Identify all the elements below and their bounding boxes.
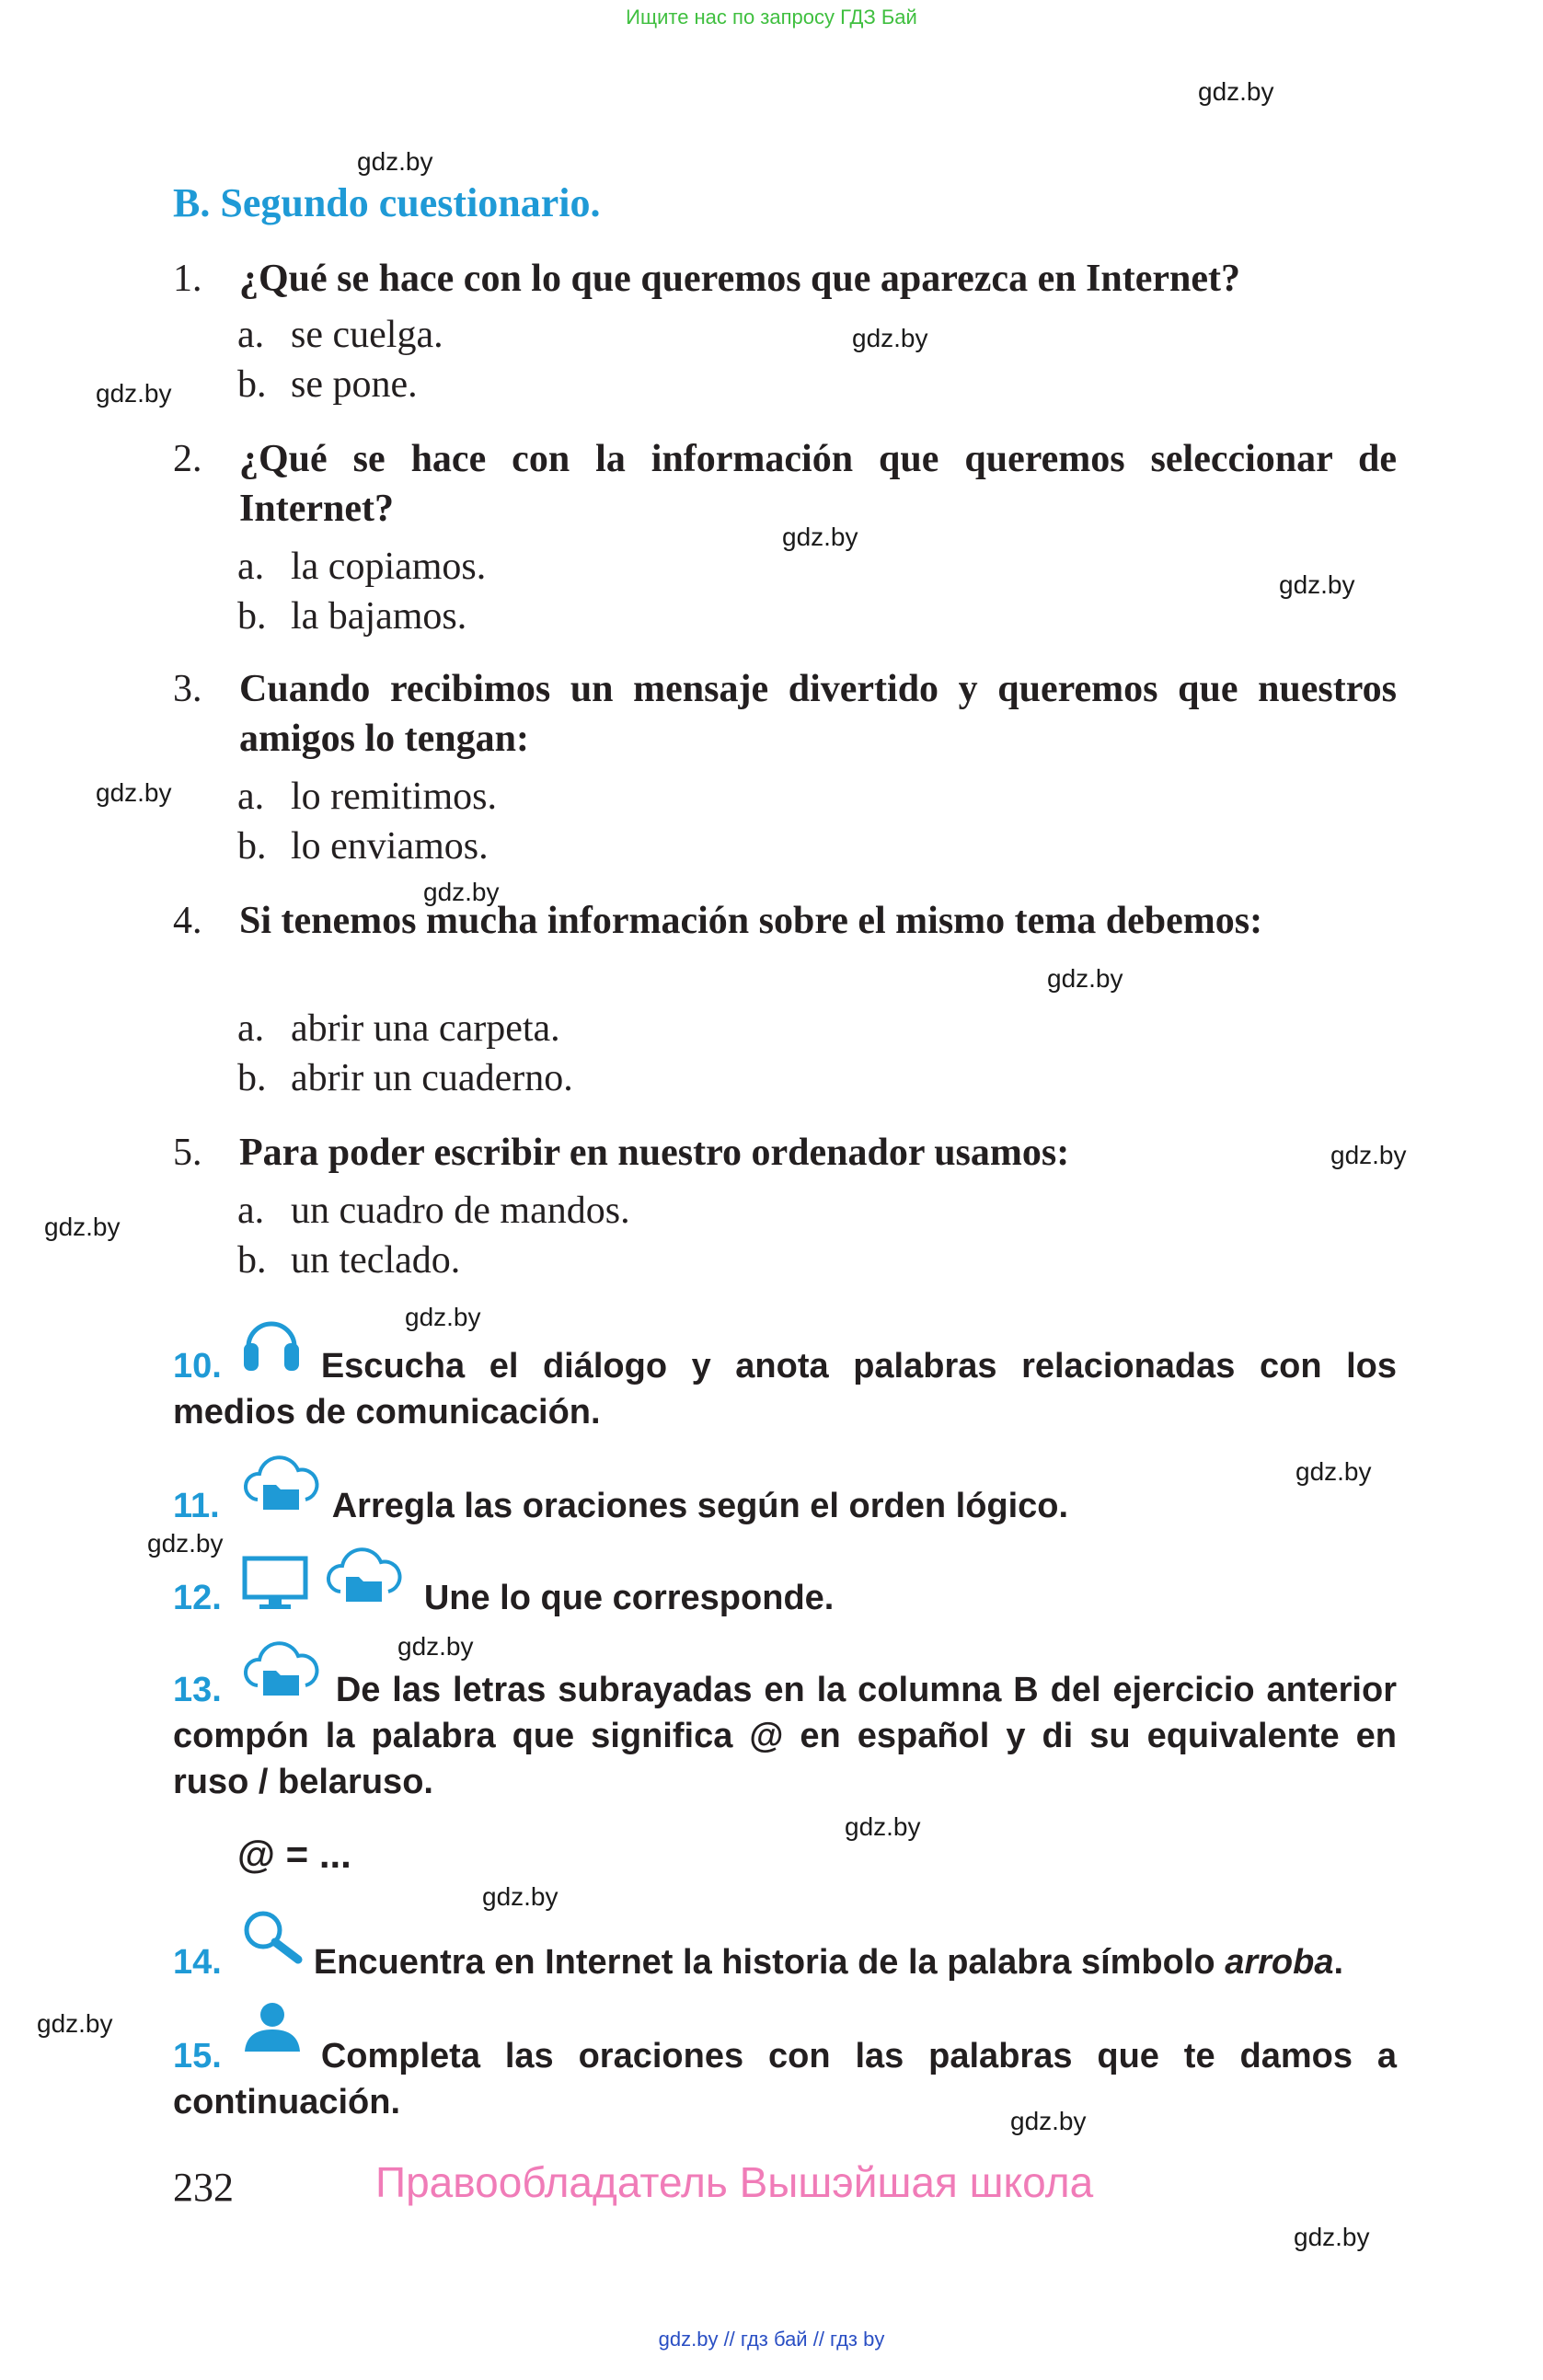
option-letter: a. — [237, 546, 265, 588]
option-text: la copiamos. — [291, 546, 487, 588]
question-text: Cuando recibimos un mensaje divertido y queremos que nuestros amigos lo tengan: — [239, 668, 1397, 760]
exercise-number: 11. — [173, 1487, 220, 1525]
exercise-text: Arregla las oraciones según el orden lógico. — [331, 1487, 1069, 1525]
watermark: gdz.by — [147, 1529, 224, 1558]
option-text: se pone. — [291, 363, 418, 406]
watermark: gdz.by — [1198, 77, 1274, 106]
exercise-text: Une lo que corresponde. — [423, 1579, 835, 1617]
option-4a — [237, 1006, 560, 1051]
watermark: gdz.by — [1294, 2223, 1370, 2251]
exercise-number: 12. — [173, 1579, 222, 1617]
option-text: un teclado. — [291, 1239, 461, 1282]
watermark: gdz.by — [845, 1812, 921, 1841]
exercise-14 — [173, 1939, 1397, 1985]
option-letter: a. — [237, 314, 265, 356]
watermark: gdz.by — [482, 1882, 558, 1911]
watermark: gdz.by — [1279, 570, 1355, 599]
top-banner: Ищите нас по запросу ГДЗ Бай — [626, 6, 917, 29]
option-text: abrir una carpeta. — [291, 1007, 560, 1050]
exercise-number: 14. — [173, 1943, 222, 1982]
question-number: 2. — [173, 438, 202, 480]
option-3b — [237, 824, 489, 868]
question-text: Si tenemos mucha información sobre el mismo tema debemos: — [239, 900, 1263, 942]
option-letter: b. — [237, 1057, 267, 1099]
exercise-15 — [173, 2033, 1397, 2125]
option-text: abrir un cuaderno. — [291, 1057, 573, 1099]
watermark: gdz.by — [96, 778, 172, 807]
option-2a — [237, 545, 486, 589]
watermark: gdz.by — [1295, 1457, 1372, 1486]
option-text: lo enviamos. — [291, 825, 489, 868]
exercise-number: 13. — [173, 1671, 222, 1709]
exercise-10 — [173, 1343, 1397, 1435]
option-1a — [237, 313, 443, 357]
option-letter: b. — [237, 825, 267, 868]
question-number: 3. — [173, 668, 202, 710]
watermark: gdz.by — [96, 379, 172, 408]
watermark: gdz.by — [852, 324, 928, 352]
question-number: 1. — [173, 258, 202, 300]
watermark: gdz.by — [1330, 1141, 1407, 1169]
option-text: se cuelga. — [291, 314, 443, 356]
exercise-text: Escucha el diálogo y anota palabras relacionadas con los medios de comunicación. — [173, 1347, 1397, 1431]
question-number: 5. — [173, 1132, 202, 1174]
watermark: gdz.by — [1047, 964, 1123, 993]
at-formula: @ = ... — [237, 1833, 351, 1876]
option-letter: a. — [237, 776, 265, 818]
option-letter: b. — [237, 1239, 267, 1282]
exercise-text: Completa las oraciones con las palabras que te damos a continuación. — [173, 2037, 1397, 2121]
section-title: B. Segundo cuestionario. — [173, 180, 601, 225]
option-text: la bajamos. — [291, 595, 467, 638]
option-5b — [237, 1238, 460, 1282]
option-text: lo remitimos. — [291, 776, 497, 818]
exercise-text: Encuentra en Internet la historia de la palabra símbolo — [313, 1943, 1226, 1982]
option-letter: b. — [237, 363, 267, 406]
question-text: ¿Qué se hace con lo que queremos que aparezca en Internet? — [239, 258, 1241, 300]
watermark: gdz.by — [405, 1303, 481, 1331]
page-number: 232 — [173, 2165, 234, 2210]
watermark: gdz.by — [357, 147, 433, 176]
option-4b — [237, 1056, 573, 1100]
watermark: gdz.by — [397, 1632, 474, 1661]
exercise-number: 10. — [173, 1347, 222, 1385]
exercise-italic-word: arroba — [1225, 1943, 1334, 1982]
watermark: gdz.by — [37, 2009, 113, 2038]
option-5a — [237, 1189, 630, 1233]
exercise-13 — [173, 1667, 1397, 1805]
question-text: ¿Qué se hace con la información que queremos seleccionar de Internet? — [239, 438, 1397, 530]
option-3a — [237, 775, 497, 819]
exercise-text: De las letras subrayadas en la columna B del ejercicio anterior compón la palabra que significa @ en español y di su equivalente en ruso / belaruso. — [173, 1671, 1397, 1801]
footer-links[interactable]: gdz.by // гдз бай // гдз by — [658, 2328, 885, 2351]
question-3 — [173, 664, 1397, 764]
option-text: un cuadro de mandos. — [291, 1190, 630, 1232]
option-letter: a. — [237, 1190, 265, 1232]
copyright-notice: Правообладатель Вышэйшая школа — [375, 2158, 1094, 2206]
question-1 — [173, 254, 1397, 304]
watermark: gdz.by — [44, 1213, 121, 1241]
option-letter: b. — [237, 595, 267, 638]
exercise-12 — [173, 1575, 1397, 1621]
watermark: gdz.by — [1010, 2107, 1087, 2135]
question-5 — [173, 1128, 1397, 1178]
exercise-11 — [173, 1483, 1397, 1529]
question-4 — [173, 896, 1397, 946]
question-text: Para poder escribir en nuestro ordenador usamos: — [239, 1132, 1070, 1174]
watermark: gdz.by — [782, 523, 858, 551]
question-2 — [173, 434, 1397, 534]
watermark: gdz.by — [423, 878, 500, 906]
option-letter: a. — [237, 1007, 265, 1050]
exercise-text-end: . — [1333, 1943, 1344, 1982]
option-1b — [237, 362, 418, 407]
exercise-number: 15. — [173, 2037, 222, 2075]
option-2b — [237, 594, 466, 638]
question-number: 4. — [173, 900, 202, 942]
